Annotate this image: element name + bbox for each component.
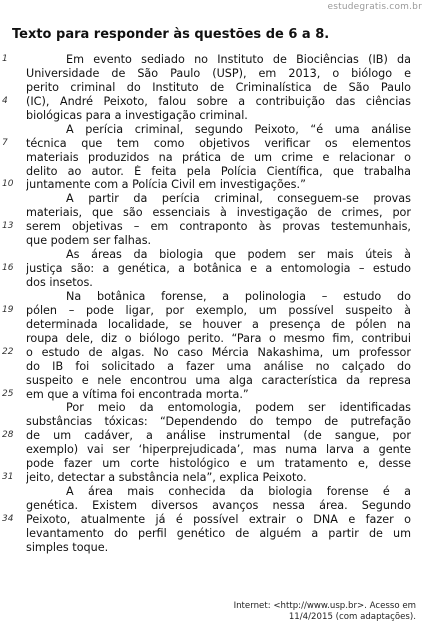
line-text: materiais, que são essenciais à investigação de crimes, por xyxy=(26,206,411,220)
line-number: 34 xyxy=(2,513,14,524)
text-line xyxy=(0,471,428,485)
text-line xyxy=(0,429,428,443)
text-line xyxy=(0,499,428,513)
line-text: substâncias tóxicas: “Dependendo do tempo de putrefação xyxy=(26,415,411,429)
line-text: roupa dele, diz o biólogo perito. “Para o mesmo fim, contribui xyxy=(26,331,411,345)
line-text: Em evento sediado no Instituto de Biociências (IB) da xyxy=(66,53,411,66)
line-text: que podem ser falhas. xyxy=(26,234,152,248)
line-text: materiais produzidos na prática de um crime e relacionar o xyxy=(26,150,411,164)
text-line xyxy=(0,332,428,346)
text-line xyxy=(0,262,428,276)
line-text: (IC), André Peixoto, falou sobre a contribuição das ciências xyxy=(26,94,411,108)
text-line xyxy=(0,220,428,234)
line-text: biológicas para a investigação criminal. xyxy=(26,108,248,122)
line-text: exemplo) vai ser ‘hiperprejudicada’, mas numa larva a gente xyxy=(26,443,411,457)
line-text: A área mais conhecida da biologia forense é a xyxy=(66,485,411,499)
line-text: serem objetivas – em contraponto às provas testemunhais, xyxy=(26,220,411,234)
text-line xyxy=(0,415,428,429)
text-line xyxy=(0,67,428,81)
text-line xyxy=(0,165,428,179)
line-number: 19 xyxy=(2,304,14,315)
section-heading: Texto para responder às questões de 6 a 8. xyxy=(12,27,330,42)
line-text: Universidade de São Paulo (USP), em 2013, o biólogo e xyxy=(26,66,411,80)
line-text: justiça são: a genética, a botânica e a entomologia – estudo xyxy=(26,262,411,276)
line-number: 31 xyxy=(2,472,14,483)
text-line xyxy=(0,360,428,374)
line-number: 4 xyxy=(2,95,8,106)
line-text: técnica que tem como objetivos verificar os elementos xyxy=(26,136,411,150)
text-line xyxy=(0,137,428,151)
text-line xyxy=(0,443,428,457)
text-line xyxy=(0,53,428,67)
line-text: pólen – pode ligar, por exemplo, um possível suspeito à xyxy=(26,303,411,317)
text-line xyxy=(0,401,428,415)
line-number: 28 xyxy=(2,430,14,441)
line-text: o estudo de algas. No caso Mércia Nakashima, um professor xyxy=(26,345,411,359)
text-line xyxy=(0,276,428,290)
line-number: 1 xyxy=(2,54,8,64)
text-line xyxy=(0,374,428,388)
text-line xyxy=(0,151,428,165)
line-text: de um cadáver, a análise instrumental (de sangue, por xyxy=(26,429,411,443)
line-text: jeito, detectar a substância nela”, explica Peixoto. xyxy=(26,471,307,485)
line-number: 22 xyxy=(2,346,14,357)
line-text: Por meio da entomologia, podem ser identificadas xyxy=(66,401,411,415)
line-text: delito ao autor. É feita pela Polícia Científica, que trabalha xyxy=(26,164,411,178)
text-line xyxy=(0,206,428,220)
text-line xyxy=(0,541,428,555)
source-citation-line: Internet: <http://www.usp.br>. Acesso em xyxy=(233,601,416,611)
article-text xyxy=(0,53,428,555)
line-text: A perícia criminal, segundo Peixoto, “é uma análise xyxy=(66,122,411,136)
text-line xyxy=(0,388,428,402)
line-text: A partir da perícia criminal, conseguem-se provas xyxy=(66,192,411,206)
text-line xyxy=(0,234,428,248)
line-number: 7 xyxy=(2,137,8,148)
text-line xyxy=(0,304,428,318)
text-line xyxy=(0,123,428,137)
text-line xyxy=(0,248,428,262)
line-text: genética. Existem diversos avanços nessa área. Segundo xyxy=(26,499,411,512)
text-line xyxy=(0,192,428,206)
line-text: Peixoto, atualmente já é possível extrair o DNA e fazer o xyxy=(26,512,411,526)
text-line xyxy=(0,457,428,471)
source-citation-line: 11/4/2015 (com adaptações). xyxy=(288,612,416,622)
line-number: 25 xyxy=(2,388,14,399)
text-line xyxy=(0,513,428,527)
text-line xyxy=(0,290,428,304)
line-text: determinada localidade, se houver a presença de pólen na xyxy=(26,317,411,331)
text-line xyxy=(0,95,428,109)
text-line xyxy=(0,109,428,123)
site-watermark: estudegratis.com.br xyxy=(327,2,422,12)
line-number: 10 xyxy=(2,179,14,190)
line-text: suspeito e nele encontrou uma alga característica da represa xyxy=(26,373,411,387)
line-number: 13 xyxy=(2,221,14,232)
line-text: levantamento do perfil genético de alguém a partir de um xyxy=(26,526,411,540)
text-line xyxy=(0,485,428,499)
text-line xyxy=(0,318,428,332)
line-text: pode fazer um corte histológico e um tratamento e, desse xyxy=(26,457,411,471)
line-text: juntamente com a Polícia Civil em investigações.” xyxy=(26,178,306,192)
line-text: simples toque. xyxy=(26,540,109,554)
line-text: do IB foi solicitado a fazer uma análise no calçado do xyxy=(26,359,411,373)
line-text: Na botânica forense, a polinologia – estudo do xyxy=(66,289,411,303)
text-line xyxy=(0,346,428,360)
text-line xyxy=(0,527,428,541)
text-line xyxy=(0,178,428,192)
line-text: As áreas da biologia que podem ser mais úteis à xyxy=(66,248,411,262)
line-text: em que a vítima foi encontrada morta.” xyxy=(26,387,249,401)
line-text: perito criminal do Instituto de Criminalística de São Paulo xyxy=(26,80,411,94)
text-line xyxy=(0,81,428,95)
line-number: 16 xyxy=(2,263,14,274)
source-citation xyxy=(234,601,416,623)
line-text: dos insetos. xyxy=(26,276,93,289)
